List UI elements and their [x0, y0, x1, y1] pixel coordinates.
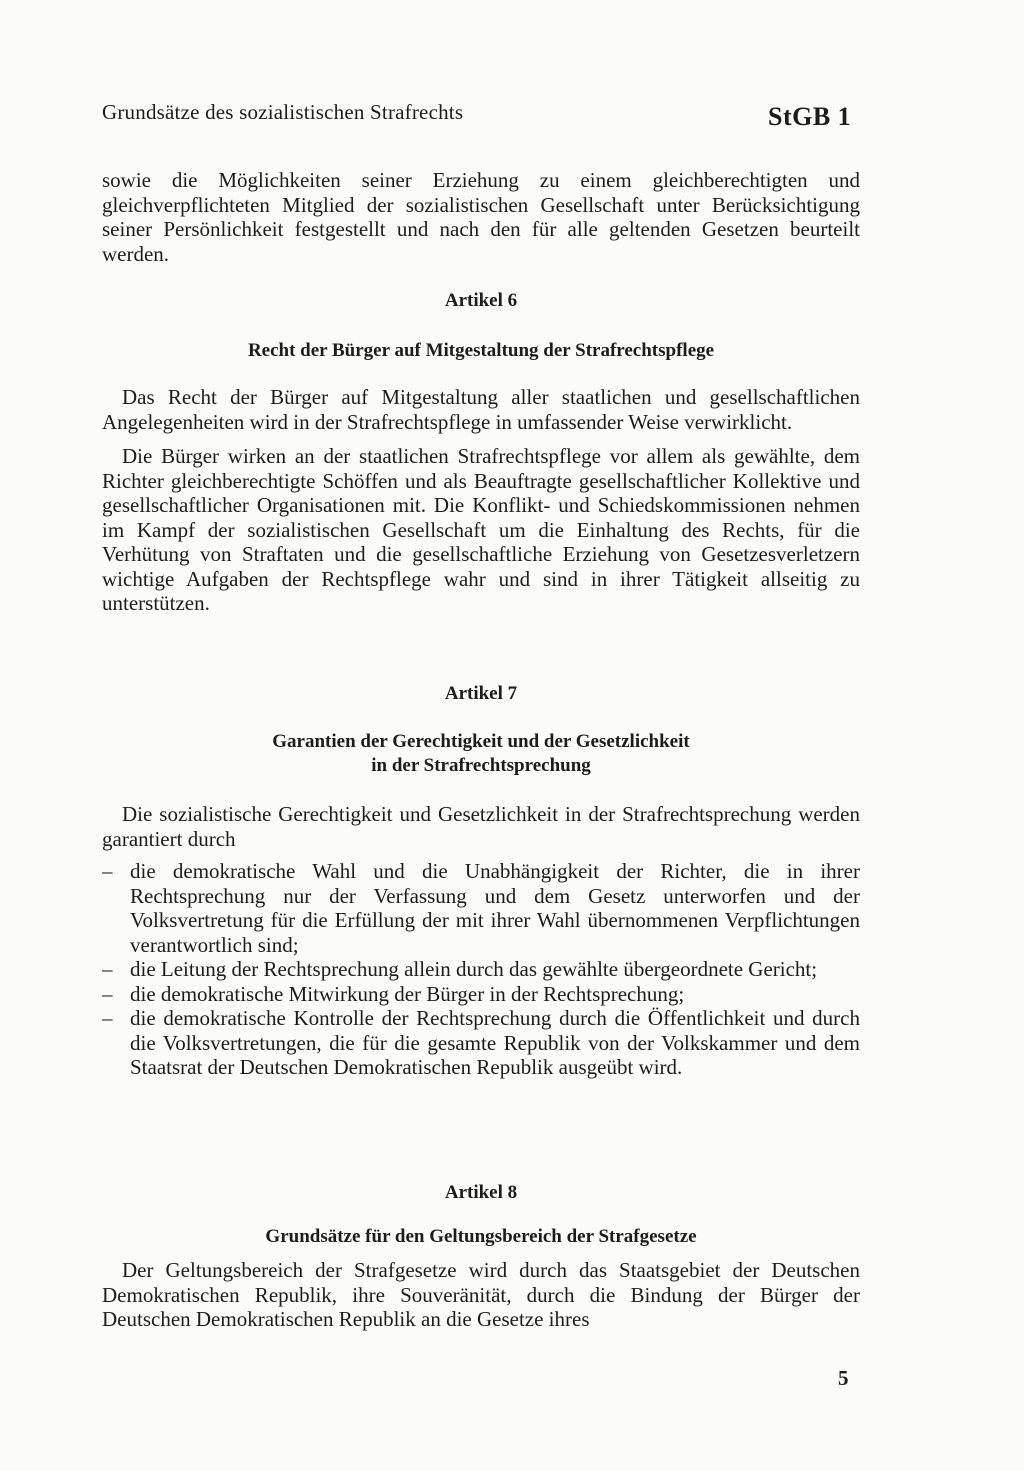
article-8-body: [102, 1258, 860, 1332]
list-item: [102, 859, 860, 957]
article-7-title-line-1: Garantien der Gerechtigkeit und der Gesetzlichkeit: [272, 731, 690, 752]
article-6-paragraph-1: Das Recht der Bürger auf Mitgestaltung aller staatlichen und gesellschaftlichen Angelegenheiten wird in der Strafrechtspflege in umfassender Weise verwirklicht.: [102, 385, 860, 434]
dash-bullet: –: [102, 1006, 113, 1030]
article-8-paragraph: Der Geltungsbereich der Strafgesetze wird durch das Staatsgebiet der Deutschen Demokratischen Republik, ihre Souveränität, durch die Bindung der Bürger der Deutschen Demokratischen Republik an die Gesetze ihres: [102, 1258, 860, 1331]
running-title: Grundsätze des sozialistischen Strafrechts: [102, 100, 464, 124]
code-label: StGB 1: [768, 102, 852, 131]
article-7-list: [102, 859, 860, 1080]
article-7-heading: Artikel 7: [444, 683, 518, 704]
intro-paragraph: [102, 168, 860, 266]
list-item-text: die Leitung der Rechtsprechung allein durch das gewählte übergeordnete Gericht;: [130, 957, 818, 981]
list-item-text: die demokratische Mitwirkung der Bürger in der Rechtsprechung;: [130, 981, 685, 1006]
article-8-title: Grundsätze für den Geltungsbereich der Strafgesetze: [265, 1226, 697, 1247]
list-item-text: die demokratische Kontrolle der Rechtsprechung durch die Öffentlichkeit und durch die Volksvertretungen, die für die gesamte Republik von der Volkskammer und dem Staatsrat der Deutschen Demokratischen Republik ausgeübt wird.: [130, 1006, 860, 1079]
article-6-heading: Artikel 6: [444, 290, 518, 311]
dash-bullet: –: [102, 957, 113, 981]
list-item: [102, 982, 860, 1007]
article-7-body: [102, 802, 860, 1080]
article-6-title: Recht der Bürger auf Mitgestaltung der Strafrechtspflege: [247, 340, 715, 361]
article-6-body: [102, 385, 860, 616]
dash-bullet: –: [102, 981, 113, 1006]
article-7-title-line-2: in der Strafrechtsprechung: [371, 755, 591, 776]
intro-text: sowie die Möglichkeiten seiner Erziehung zu einem gleichberechtigten und gleichverpflichteten Mitglied der sozialistischen Gesellschaft unter Berücksichtigung seiner Persönlichkeit festgestellt und nach den für alle geltenden Gesetzen beurteilt werden.: [102, 168, 860, 266]
article-7-intro: Die sozialistische Gerechtigkeit und Gesetzlichkeit in der Strafrechtsprechung werden garantiert durch: [102, 802, 860, 851]
article-7-title: [102, 730, 860, 778]
article-6-paragraph-2: Die Bürger wirken an der staatlichen Strafrechtspflege vor allem als gewählte, dem Richter gleichberechtigte Schöffen und als Beauftragte gesellschaftlicher Kollektive und gesellschaftlicher Organisationen mit. Die Konflikt- und Schiedskommissionen nehmen im Kampf der sozialistischen Gesellschaft um die Einhaltung des Rechts, für die Verhütung von Straftaten und die gesellschaftliche Erziehung von Gesetzesverletzern wichtige Aufgaben der Rechtspflege wahr und sind in ihrer Tätigkeit allseitig zu unterstützen.: [102, 444, 860, 615]
list-item: [102, 1006, 860, 1080]
article-8-heading: Artikel 8: [444, 1182, 518, 1203]
list-item-text: die demokratische Wahl und die Unabhängigkeit der Richter, die in ihrer Rechtsprechung nur der Verfassung und dem Gesetz unterworfen und der Volksvertretung für die Erfüllung der mit ihrer Wahl übernommenen Verpflichtungen verantwortlich sind;: [130, 859, 860, 957]
dash-bullet: –: [102, 859, 113, 883]
page-number: 5: [838, 1366, 849, 1390]
list-item: [102, 957, 860, 982]
